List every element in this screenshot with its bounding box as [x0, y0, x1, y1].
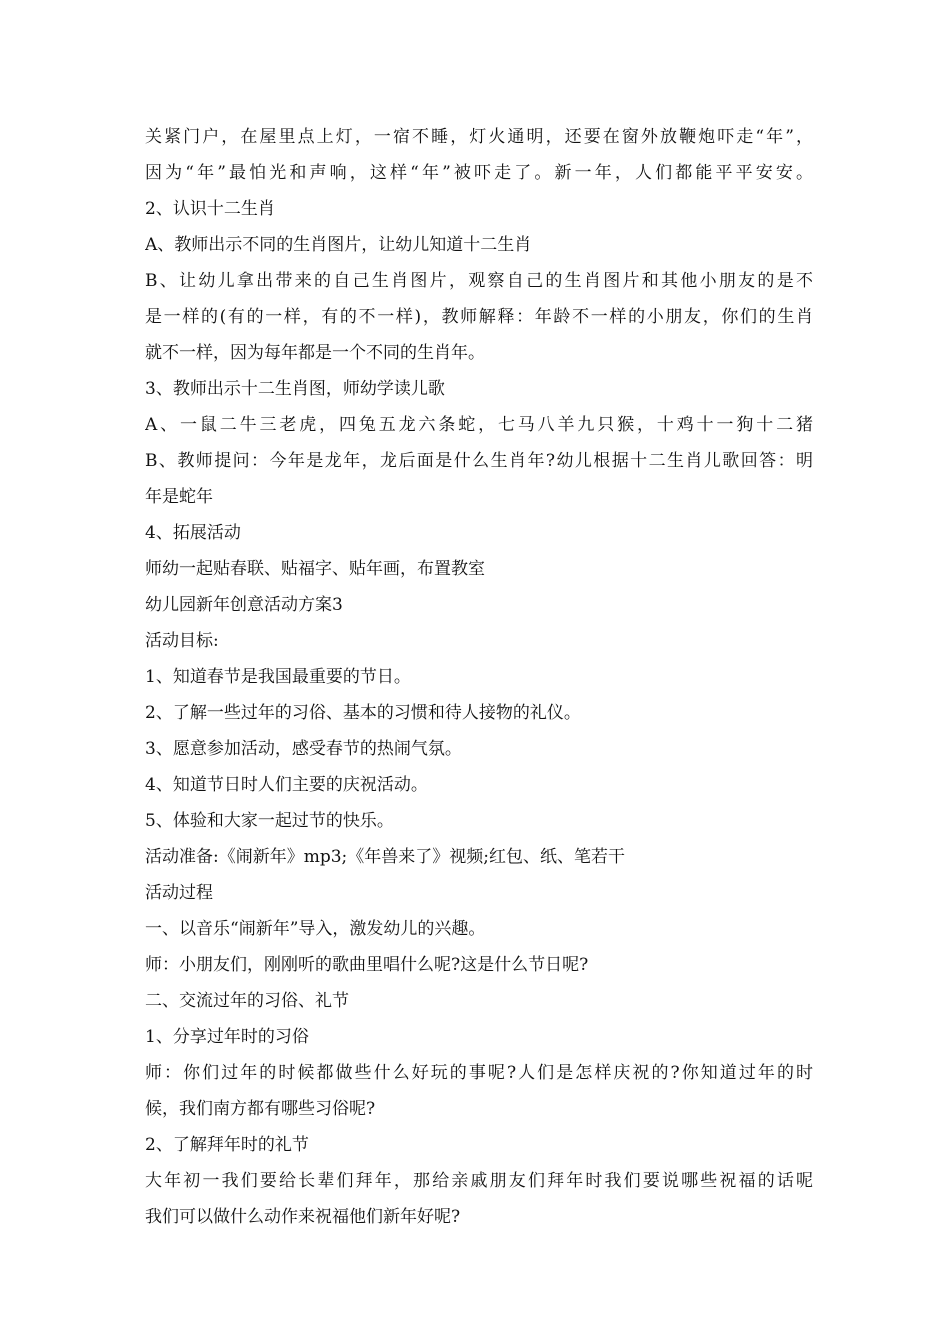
section-heading: 一、以音乐“闹新年”导入，激发幼儿的兴趣。	[145, 919, 486, 939]
section-heading: 3、教师出示十二生肖图，师幼学读儿歌	[145, 379, 445, 399]
text-line: 师：你们过年的时候都做些什么好玩的事呢?人们是怎样庆祝的?你知道过年的时	[145, 1063, 813, 1083]
section-heading: 1、分享过年时的习俗	[145, 1027, 309, 1047]
text-line: A、一鼠二牛三老虎，四兔五龙六条蛇，七马八羊九只猴，十鸡十一狗十二猪	[145, 415, 813, 435]
section-heading: 活动目标:	[145, 631, 219, 651]
text-line: 是一样的(有的一样，有的不一样)，教师解释：年龄不一样的小朋友，你们的生肖	[145, 307, 813, 327]
section-heading: 2、了解拜年时的礼节	[145, 1135, 309, 1155]
text-line: 就不一样，因为每年都是一个不同的生肖年。	[145, 343, 485, 363]
text-line: 我们可以做什么动作来祝福他们新年好呢?	[145, 1207, 461, 1227]
document-body	[145, 119, 813, 1235]
document-title: 幼儿园新年创意活动方案3	[145, 595, 343, 615]
text-line: 关紧门户，在屋里点上灯，一宿不睡，灯火通明，还要在窗外放鞭炮吓走“年”，	[145, 127, 813, 147]
text-line: A、教师出示不同的生肖图片，让幼儿知道十二生肖	[145, 235, 532, 255]
list-item: 4、知道节日时人们主要的庆祝活动。	[145, 775, 428, 795]
text-line: 因为“年”最怕光和声响，这样“年”被吓走了。新一年，人们都能平平安安。	[145, 163, 813, 183]
text-line: B、教师提问：今年是龙年，龙后面是什么生肖年?幼儿根据十二生肖儿歌回答：明	[145, 451, 813, 471]
text-line: 师：小朋友们，刚刚听的歌曲里唱什么呢?这是什么节日呢?	[145, 955, 589, 975]
section-heading: 活动过程	[145, 883, 213, 903]
list-item: 2、了解一些过年的习俗、基本的习惯和待人接物的礼仪。	[145, 703, 581, 723]
text-line: 年是蛇年	[145, 487, 213, 507]
text-line: 师幼一起贴春联、贴福字、贴年画，布置教室	[145, 559, 485, 579]
list-item: 3、愿意参加活动，感受春节的热闹气氛。	[145, 739, 462, 759]
section-heading: 二、交流过年的习俗、礼节	[145, 991, 349, 1011]
list-item: 5、体验和大家一起过节的快乐。	[145, 811, 394, 831]
list-item: 1、知道春节是我国最重要的节日。	[145, 667, 411, 687]
text-line: 大年初一我们要给长辈们拜年，那给亲戚朋友们拜年时我们要说哪些祝福的话呢	[145, 1171, 813, 1191]
text-line: B、让幼儿拿出带来的自己生肖图片，观察自己的生肖图片和其他小朋友的是不	[145, 271, 813, 291]
section-heading: 2、认识十二生肖	[145, 199, 275, 219]
text-line: 候，我们南方都有哪些习俗呢?	[145, 1099, 376, 1119]
section-heading: 4、拓展活动	[145, 523, 241, 543]
text-line: 活动准备:《闹新年》mp3;《年兽来了》视频;红包、纸、笔若干	[145, 847, 625, 867]
